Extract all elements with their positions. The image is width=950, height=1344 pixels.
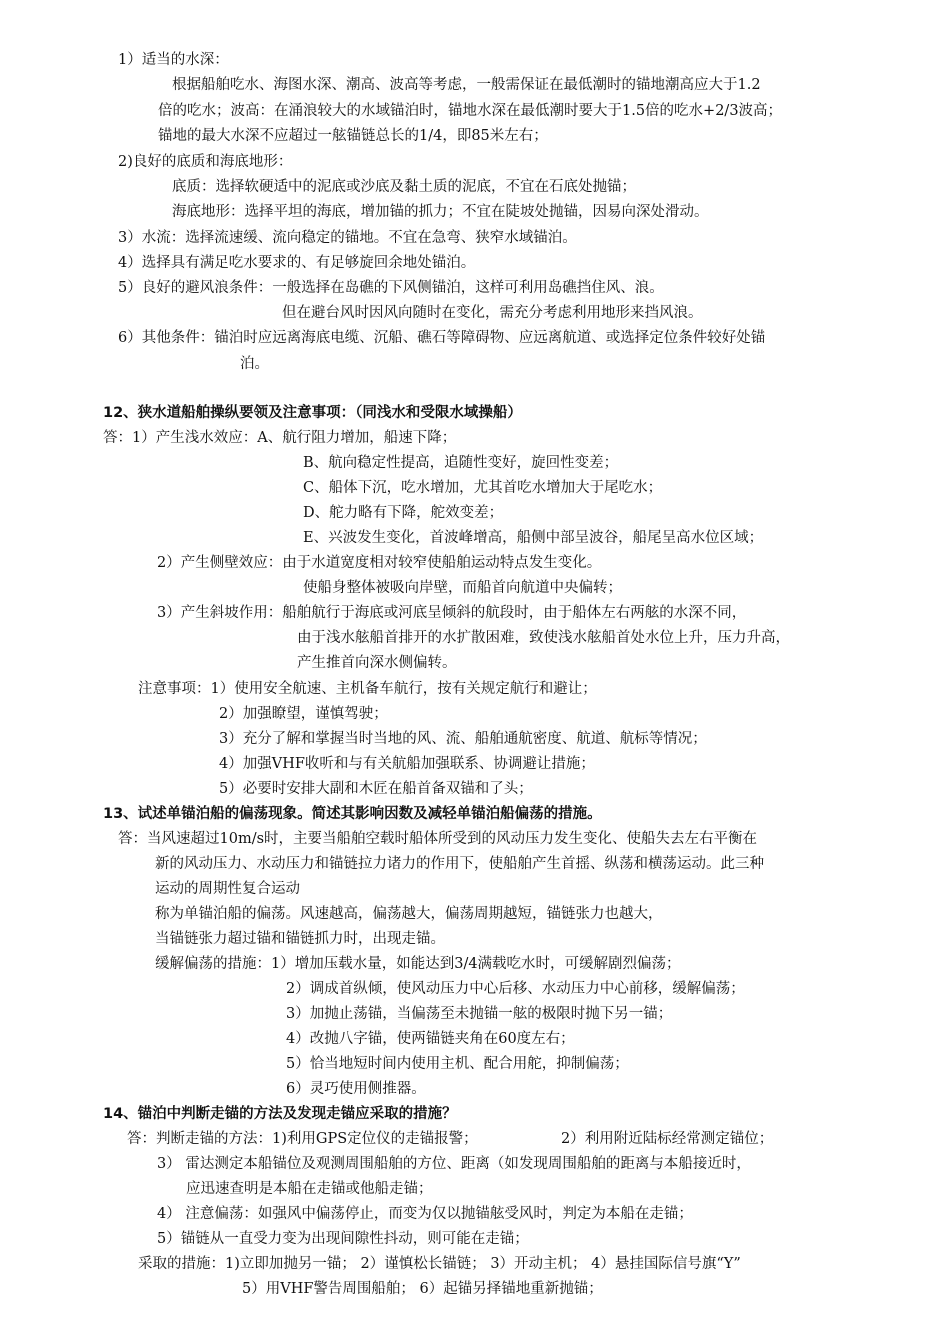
q13-measure-1: 缓解偏荡的措施：1）增加压载水量，如能达到3/4满载吃水时，可缓解剧烈偏荡； — [155, 956, 681, 972]
q14-line-2: 3） 雷达测定本船锚位及观测周围船舶的方位、距离（如发现周围船舶的距离与本船接近时， — [157, 1156, 751, 1172]
anchorage-item-5-line-2: 但在避台风时因风向随时在变化，需充分考虑利用地形来挡风浪。 — [282, 305, 703, 321]
q14-line-5: 5）锚链从一直受力变为出现间隙性抖动，则可能在走锚； — [157, 1231, 529, 1247]
q12-answer-1e: E、兴波发生变化，首波峰增高，船侧中部呈波谷，船尾呈高水位区域； — [303, 530, 764, 546]
q12-note-3: 3）充分了解和掌握当时当地的风、流、船舶通航密度、航道、航标等情况； — [219, 731, 707, 747]
anchorage-item-5: 5）良好的避风浪条件：一般选择在岛礁的下风侧锚泊，这样可利用岛礁挡住风、浪。 — [118, 280, 664, 296]
q12-answer-1b: B、航向稳定性提高，追随性变好，旋回性变差； — [303, 455, 619, 471]
question-14-title: 14、锚泊中判断走锚的方法及发现走锚应采取的措施？ — [103, 1106, 457, 1122]
anchorage-item-1-line-2: 倍的吃水；波高：在涌浪较大的水域锚泊时，锚地水深在最低潮时要大于1.5倍的吃水+2/3波高； — [158, 103, 783, 119]
q12-note-1: 注意事项：1）使用安全航速、主机备车航行，按有关规定航行和避让； — [138, 681, 597, 697]
q14-line-4: 4） 注意偏荡：如强风中偏荡停止，而变为仅以抛锚舷受风时，判定为本船在走锚； — [157, 1206, 693, 1222]
q12-answer-1c: C、船体下沉，吃水增加，尤其首吃水增加大于尾吃水； — [303, 480, 663, 496]
anchorage-item-2: 2)良好的底质和海底地形： — [118, 154, 293, 170]
anchorage-item-1: 1）适当的水深： — [118, 52, 229, 68]
q12-answer-2: 2）产生侧壁效应：由于水道宽度相对较窄使船舶运动特点发生变化。 — [157, 555, 602, 571]
anchorage-item-2-line-2: 海底地形：选择平坦的海底，增加锚的抓力；不宜在陡坡处抛锚，因易向深处滑动。 — [172, 204, 709, 220]
anchorage-item-6: 6）其他条件：锚泊时应远离海底电缆、沉船、礁石等障碍物、应远离航道、或选择定位条件较好处锚 — [118, 330, 766, 346]
q14-countermeasures-2: 5）用VHF警告周围船舶； 6）起锚另择锚地重新抛锚； — [242, 1281, 603, 1297]
q14-line-1b: 2）利用附近陆标经常测定锚位； — [561, 1131, 774, 1147]
anchorage-item-4: 4）选择具有满足吃水要求的、有足够旋回余地处锚泊。 — [118, 255, 476, 271]
q12-answer-2-line-2: 使船身整体被吸向岸壁，而船首向航道中央偏转； — [303, 580, 622, 596]
q13-line-5: 当锚链张力超过锚和锚链抓力时，出现走锚。 — [155, 931, 445, 947]
q13-measure-4: 4）改抛八字锚，使两锚链夹角在60度左右； — [286, 1031, 575, 1047]
q13-line-2: 新的风动压力、水动压力和锚链拉力诸力的作用下，使船舶产生首摇、纵荡和横荡运动。此三种 — [155, 856, 764, 872]
q13-measure-3: 3）加抛止荡锚，当偏荡至未抛锚一舷的极限时抛下另一锚； — [286, 1006, 673, 1022]
q12-answer-3: 3）产生斜坡作用：船舶航行于海底或河底呈倾斜的航段时，由于船体左右两舷的水深不同， — [157, 605, 747, 621]
q14-line-3: 应迅速查明是本船在走锚或他船走锚； — [186, 1181, 433, 1197]
q13-measure-2: 2）调成首纵倾，使风动压力中心后移、水动压力中心前移，缓解偏荡； — [286, 981, 745, 997]
question-12-title: 12、狭水道船舶操纵要领及注意事项：（同浅水和受限水域操船） — [103, 405, 522, 421]
anchorage-item-3: 3）水流：选择流速缓、流向稳定的锚地。不宜在急弯、狭窄水域锚泊。 — [118, 230, 577, 246]
q12-answer-1d: D、舵力略有下降，舵效变差； — [303, 505, 504, 521]
q13-line-1: 答：当风速超过10m/s时，主要当船舶空载时船体所受到的风动压力发生变化、使船失去左右平衡在 — [118, 831, 758, 847]
q12-answer-1: 答：1）产生浅水效应：A、航行阻力增加，船速下降； — [103, 430, 457, 446]
question-13-title: 13、试述单锚泊船的偏荡现象。简述其影响因数及减轻单锚泊船偏荡的措施。 — [103, 806, 602, 822]
q12-note-4: 4）加强VHF收听和与有关航船加强联系、协调避让措施； — [219, 756, 595, 772]
q12-answer-3-line-3: 产生推首向深水侧偏转。 — [297, 655, 457, 671]
anchorage-item-6-line-2: 泊。 — [240, 356, 269, 372]
q14-countermeasures-1: 采取的措施：1)立即加抛另一锚； 2）谨慎松长锚链； 3）开动主机； 4）悬挂国际信号旗“Y” — [138, 1256, 741, 1272]
q12-answer-3-line-2: 由于浅水舷船首排开的水扩散困难，致使浅水舷船首处水位上升，压力升高， — [297, 630, 790, 646]
q14-line-1a: 答：判断走锚的方法：1)利用GPS定位仪的走锚报警； — [127, 1131, 478, 1147]
anchorage-item-2-line-1: 底质：选择软硬适中的泥底或沙底及黏土质的泥底，不宜在石底处抛锚； — [172, 179, 636, 195]
q13-line-3: 运动的周期性复合运动 — [155, 881, 300, 897]
q13-measure-6: 6）灵巧使用侧推器。 — [286, 1081, 426, 1097]
q12-note-5: 5）必要时安排大副和木匠在船首备双锚和了头； — [219, 781, 533, 797]
q13-measure-5: 5）恰当地短时间内使用主机、配合用舵，抑制偏荡； — [286, 1056, 629, 1072]
q13-line-4: 称为单锚泊船的偏荡。风速越高，偏荡越大，偏荡周期越短，锚链张力也越大， — [155, 906, 663, 922]
q12-note-2: 2）加强瞭望，谨慎驾驶； — [219, 706, 388, 722]
anchorage-item-1-line-1: 根据船舶吃水、海图水深、潮高、波高等考虑，一般需保证在最低潮时的锚地潮高应大于1.2 — [172, 77, 761, 93]
anchorage-item-1-line-3: 锚地的最大水深不应超过一舷锚链总长的1/4，即85米左右； — [158, 128, 548, 144]
